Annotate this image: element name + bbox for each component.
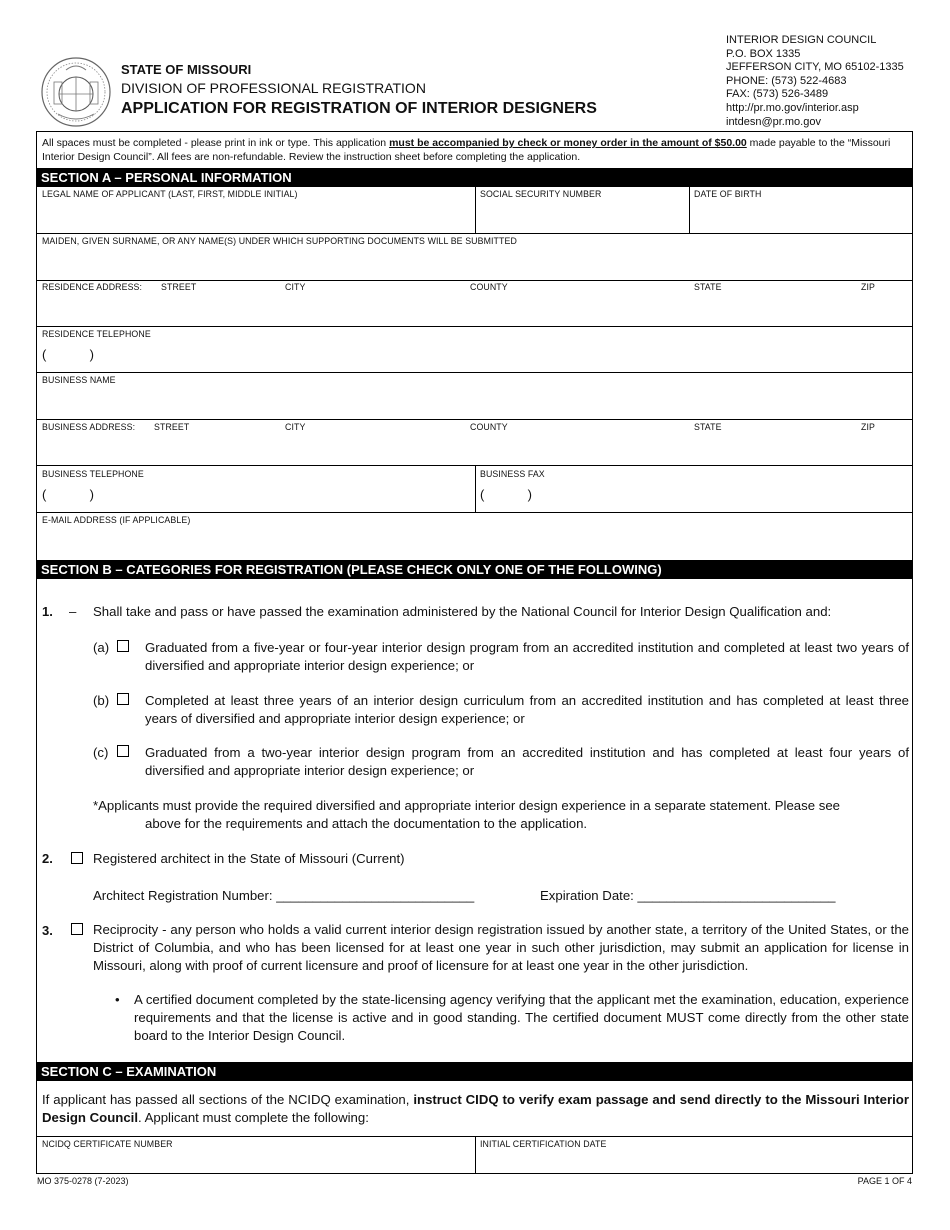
option-b-text: Completed at least three years of an interior design curriculum from an accredited institution and has completed at least three years of diversified and appropriate interior design experience; or — [145, 693, 909, 726]
section-a-header: SECTION A – PERSONAL INFORMATION — [37, 168, 912, 187]
section-c-header: SECTION C – EXAMINATION — [37, 1062, 912, 1081]
legal-name-label: LEGAL NAME OF APPLICANT (LAST, FIRST, MIDDLE INITIAL) — [42, 189, 298, 199]
intro-text-1: All spaces must be completed - please print in ink or type. This application — [42, 137, 390, 149]
state-name: STATE OF MISSOURI — [121, 62, 252, 77]
legal-name-field[interactable] — [37, 200, 474, 232]
business-fax-field[interactable]: ( ) — [480, 487, 532, 502]
option-c-checkbox[interactable] — [117, 745, 129, 757]
business-county-label: COUNTY — [470, 422, 508, 432]
email-label: E-MAIL ADDRESS (IF APPLICABLE) — [42, 515, 191, 525]
item-3-text: Reciprocity - any person who holds a valid current interior design registration issued by another state, a territory of the United States, or the District of Columbia, and who has been licensed for at least one year in such other jurisdiction, may submit an application for license in Missouri, along with proof of current licensure and proof of licensure for at least one year in the other jurisdiction. — [93, 922, 909, 973]
intro-fee-requirement: must be accompanied by check or money order in the amount of $50.00 — [389, 137, 747, 149]
option-a-text: Graduated from a five-year or four-year interior design program from an accredited institution and completed at least two years of diversified and appropriate interior design experience; or — [145, 640, 909, 673]
section-c-bold-instruction: instruct CIDQ to verify exam passage and send directly to the Missouri Interior Design Council — [42, 1092, 909, 1125]
maiden-name-label: MAIDEN, GIVEN SURNAME, OR ANY NAME(S) UNDER WHICH SUPPORTING DOCUMENTS WILL BE SUBMITTED — [42, 236, 517, 246]
residence-address-field[interactable] — [37, 294, 912, 325]
business-state-label: STATE — [694, 422, 722, 432]
ssn-field[interactable] — [476, 200, 688, 232]
dob-label: DATE OF BIRTH — [694, 189, 762, 199]
intro-text-2: made payable to the “Missouri Interior Design Council”. All fees are non-refundable. Review the instruction sheet before completing the application. — [42, 137, 891, 163]
contact-city: JEFFERSON CITY, MO 65102-1335 — [726, 61, 904, 74]
item-1-number: 1. — [42, 604, 53, 619]
divider — [37, 326, 912, 327]
divider — [37, 419, 912, 420]
initial-certification-date-label: INITIAL CERTIFICATION DATE — [480, 1139, 607, 1149]
page-number: PAGE 1 OF 4 — [857, 1176, 912, 1186]
residence-phone-label: RESIDENCE TELEPHONE — [42, 329, 151, 339]
dob-field[interactable] — [690, 200, 912, 232]
option-b-checkbox[interactable] — [117, 693, 129, 705]
email-field[interactable] — [37, 527, 912, 558]
reciprocity-document-text: A certified document completed by the state-licensing agency verifying that the applicant met the examination, education, experience requirements and that the license is active and in good standing. The certified document MUST come directly from the other state board to the Interior Design Council. — [134, 992, 909, 1043]
item-3-number: 3. — [42, 923, 53, 938]
business-phone-field[interactable]: ( ) — [42, 487, 94, 502]
option-a-checkbox[interactable] — [117, 640, 129, 652]
item-3-checkbox[interactable] — [71, 923, 83, 935]
expiration-date-field[interactable]: Expiration Date: ___________________________ — [540, 888, 836, 903]
architect-registration-number-field[interactable]: Architect Registration Number: ___________________________ — [93, 888, 475, 903]
page-title: APPLICATION FOR REGISTRATION OF INTERIOR DESIGNERS — [121, 100, 597, 117]
item-2-checkbox[interactable] — [71, 852, 83, 864]
business-name-field[interactable] — [37, 387, 912, 418]
experience-note-line-2: above for the requirements and attach the documentation to the application. — [145, 816, 588, 831]
business-zip-label: ZIP — [861, 422, 875, 432]
business-fax-label: BUSINESS FAX — [480, 469, 545, 479]
ncidq-certificate-number-field[interactable] — [37, 1150, 474, 1173]
section-b-header: SECTION B – CATEGORIES FOR REGISTRATION (PLEASE CHECK ONLY ONE OF THE FOLLOWING) — [37, 560, 912, 579]
business-city-label: CITY — [285, 422, 306, 432]
contact-org: INTERIOR DESIGN COUNCIL — [726, 34, 877, 46]
residence-zip-label: ZIP — [861, 282, 875, 292]
business-phone-label: BUSINESS TELEPHONE — [42, 469, 144, 479]
section-c-instructions — [42, 1091, 909, 1127]
business-street-label: STREET — [154, 422, 190, 432]
divider — [37, 372, 912, 373]
business-address-label: BUSINESS ADDRESS: — [42, 422, 136, 432]
contact-phone: PHONE: (573) 522-4683 — [726, 74, 847, 87]
maiden-name-field[interactable] — [37, 248, 912, 279]
council-contact-block — [726, 34, 904, 129]
contact-email-link[interactable]: intdesn@pr.mo.gov — [726, 115, 821, 128]
residence-phone-field[interactable]: ( ) — [42, 347, 94, 362]
residence-county-label: COUNTY — [470, 282, 508, 292]
divider — [37, 512, 912, 513]
divider — [37, 280, 912, 281]
ncidq-certificate-number-label: NCIDQ CERTIFICATE NUMBER — [42, 1139, 173, 1149]
missouri-state-seal — [40, 56, 112, 128]
business-name-label: BUSINESS NAME — [42, 375, 116, 385]
business-address-field[interactable] — [37, 434, 912, 465]
divider — [475, 466, 476, 512]
section-c-text-2: . Applicant must complete the following: — [137, 1110, 369, 1125]
option-a-label: (a) — [93, 640, 110, 655]
option-c-label: (c) — [93, 745, 109, 760]
residence-state-label: STATE — [694, 282, 722, 292]
residence-address-label: RESIDENCE ADDRESS: — [42, 282, 143, 292]
contact-po-box: P.O. BOX 1335 — [726, 47, 801, 60]
item-1-text: Shall take and pass or have passed the examination administered by the National Council for Interior Design Qualification and: — [93, 604, 832, 619]
contact-fax: FAX: (573) 526-3489 — [726, 88, 829, 101]
option-b-label: (b) — [93, 693, 110, 708]
division-name: DIVISION OF PROFESSIONAL REGISTRATION — [121, 80, 426, 96]
ssn-label: SOCIAL SECURITY NUMBER — [480, 189, 602, 199]
option-c-text: Graduated from a two-year interior design program from an accredited institution and has completed at least four years of diversified and appropriate interior design experience; or — [145, 745, 909, 778]
residence-street-label: STREET — [161, 282, 197, 292]
experience-note-line-1: *Applicants must provide the required diversified and appropriate interior design experience in a separate statement. Please see — [93, 798, 840, 813]
intro-instructions — [42, 136, 909, 164]
bullet-icon: • — [115, 992, 120, 1007]
section-c-text-1: If applicant has passed all sections of the NCIDQ examination, — [42, 1092, 414, 1107]
contact-website-link[interactable]: http://pr.mo.gov/interior.asp — [726, 101, 859, 114]
residence-city-label: CITY — [285, 282, 306, 292]
item-1-dash: – — [69, 604, 77, 619]
item-2-number: 2. — [42, 851, 53, 866]
initial-certification-date-field[interactable] — [476, 1150, 912, 1173]
item-2-text: Registered architect in the State of Missouri (Current) — [93, 851, 405, 866]
form-id: MO 375-0278 (7-2023) — [37, 1176, 129, 1186]
divider — [37, 233, 912, 234]
